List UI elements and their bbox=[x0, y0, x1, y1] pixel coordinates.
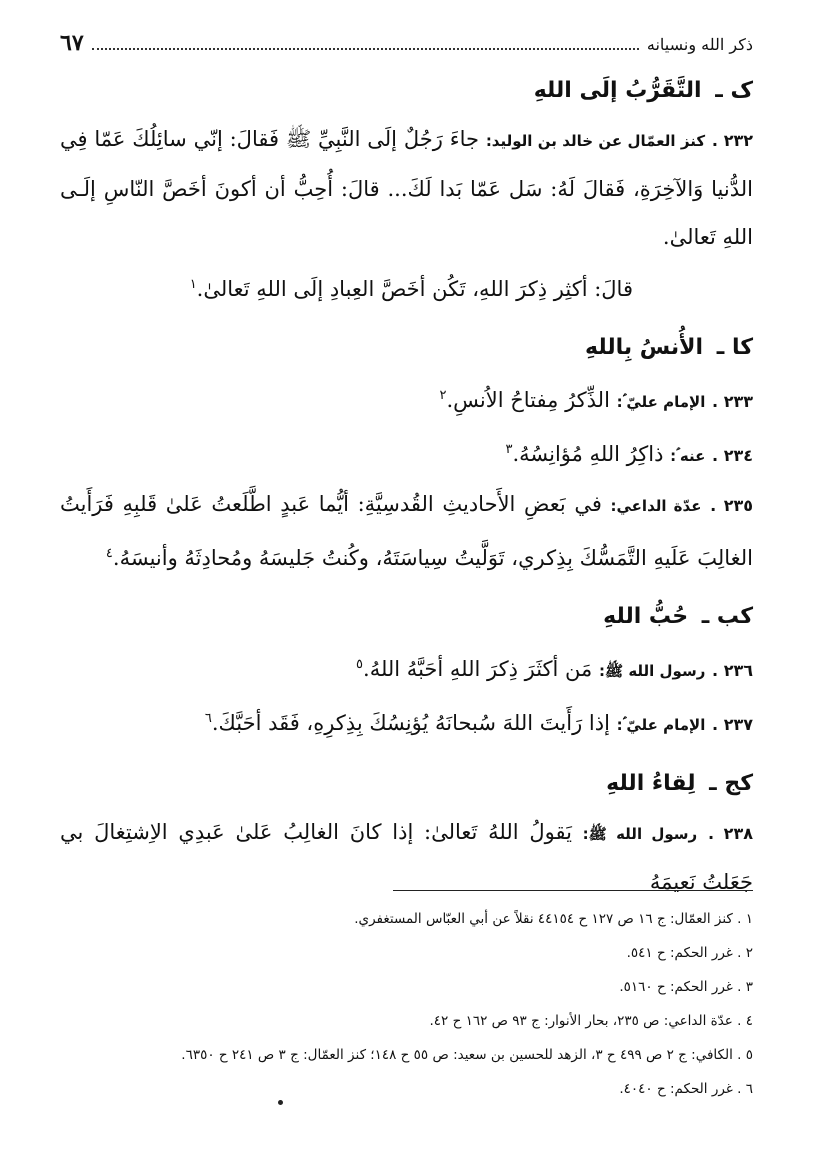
footnote-ref: ١ bbox=[189, 277, 197, 292]
page-body bbox=[60, 78, 753, 906]
hadith-number: ٢٣٢ . bbox=[711, 131, 753, 150]
hadith-entry bbox=[60, 641, 753, 695]
hadith-number: ٢٣٣ . bbox=[712, 392, 753, 411]
footnotes bbox=[60, 908, 753, 1112]
section-letters: ک ـ bbox=[715, 78, 753, 103]
footnote: ٢ . غرر الحكم: ح ٥٤١. bbox=[626, 945, 753, 961]
footnote: ٤ . عدّة الداعي: ص ٢٣٥، بحار الأنوار: ج ٩٣ ص ١٦٢ ح ٤٢. bbox=[429, 1013, 753, 1029]
hadith-text: إذا رَأَيتَ اللهَ سُبحانَهُ يُؤنِسُكَ بِذِكرِهِ، فَقَد أحَبَّكَ. bbox=[211, 711, 610, 735]
running-title: ذكر الله ونسيانه bbox=[646, 35, 753, 54]
footnote: ٣ . غرر الحكم: ح ٥١٦٠. bbox=[619, 979, 753, 995]
section-title: لِقاءُ اللهِ bbox=[606, 771, 696, 796]
hadith-entry bbox=[60, 480, 753, 582]
hadith-source: عدّة الداعي: bbox=[610, 497, 702, 515]
hadith-text: مَن أكثَرَ ذِكرَ اللهِ أحَبَّهُ اللهُ. bbox=[363, 657, 593, 681]
section-heading bbox=[60, 604, 753, 629]
section-heading bbox=[60, 771, 753, 796]
hadith-source: رسول الله ﷺ: bbox=[582, 825, 698, 843]
footnote: ٦ . غرر الحكم: ح ٤٠٤٠. bbox=[619, 1081, 753, 1097]
section-letters: كج ـ bbox=[709, 771, 753, 796]
hadith-source: عنه ؑ: bbox=[670, 447, 706, 465]
hadith-number: ٢٣٨ . bbox=[707, 824, 753, 843]
section-heading bbox=[60, 335, 753, 360]
section-letters: كا ـ bbox=[716, 335, 753, 360]
hadith-number: ٢٣٦ . bbox=[712, 661, 753, 680]
page-number: ٦٧ bbox=[60, 30, 84, 56]
footnote-ref: ٢ bbox=[439, 388, 447, 403]
footnote-ref: ٥ bbox=[356, 657, 364, 672]
hadith-number: ٢٣٤ . bbox=[712, 446, 753, 465]
hadith-text: ذاكِرُ اللهِ مُؤانِسُهُ. bbox=[512, 442, 664, 466]
hadith-text: الذِّكرُ مِفتاحُ الاُنسِ. bbox=[446, 388, 610, 412]
print-dot bbox=[278, 1100, 283, 1105]
section-title: الأُنسُ بِاللهِ bbox=[585, 335, 704, 360]
hadith-text: قالَ: أكثِر ذِكرَ اللهِ، تَكُن أخَصَّ العِبادِ إلَى اللهِ تَعالىٰ. bbox=[196, 277, 633, 301]
section-heading bbox=[60, 78, 753, 103]
hadith-entry bbox=[60, 372, 753, 426]
header-dot-leader bbox=[92, 34, 639, 50]
footnote-ref: ٤ bbox=[105, 546, 113, 561]
footnote-ref: ٣ bbox=[505, 442, 513, 457]
hadith-entry bbox=[60, 808, 753, 906]
hadith-source: رسول الله ﷺ: bbox=[598, 662, 706, 680]
section-title: التَّقَرُّبُ إلَى اللهِ bbox=[533, 78, 702, 103]
footnote-separator bbox=[393, 890, 753, 891]
hadith-text: يَقولُ اللهُ تَعالىٰ: إذا كانَ الغالِبُ عَلىٰ عَبدِي الاِشتِغالَ بي جَعَلتُ نَعيمَهُ bbox=[60, 820, 753, 894]
page-header bbox=[60, 30, 753, 60]
hadith-source: كنز العمّال عن خالد بن الوليد: bbox=[485, 132, 706, 150]
hadith-number: ٢٣٧ . bbox=[712, 715, 753, 734]
footnote-ref: ٦ bbox=[204, 711, 212, 726]
footnote: ١ . كنز العمّال: ج ١٦ ص ١٢٧ ح ٤٤١٥٤ نقلاً عن أبي العبّاس المستغفري. bbox=[354, 911, 753, 927]
hadith-source: الإمام عليّ ؑ: bbox=[616, 393, 706, 411]
section-title: حُبُّ اللهِ bbox=[603, 604, 689, 629]
hadith-entry bbox=[60, 695, 753, 749]
hadith-entry bbox=[60, 115, 753, 261]
hadith-text: في بَعضِ الأَحاديثِ القُدسِيَّةِ: أيُّما عَبدٍ اطَّلَعتُ عَلىٰ قَلبِهِ فَرَأَيتُ الغالِبَ عَلَيهِ التَّمَسُّكَ بِذِكري، تَوَلَّيتُ سِياسَتَهُ، وكُنتُ جَليسَهُ ومُحادِثَهُ وأنيسَهُ. bbox=[60, 492, 753, 570]
hadith-text: جاءَ رَجُلٌ إلَى النَّبِيِّ ﷺ فَقالَ: إنّي سائِلُكَ عَمّا فِي الدُّنيا وَالآخِرَةِ، فَقالَ لَهُ: سَل عَمّا بَدا لَكَ... قالَ: أُحِبُّ أن أكونَ أخَصَّ النّاسِ إلَـى اللهِ تَعالىٰ. bbox=[60, 127, 753, 249]
section-letters: كب ـ bbox=[701, 604, 753, 629]
hadith-entry bbox=[60, 426, 753, 480]
hadith-continuation bbox=[60, 261, 753, 313]
footnote: ٥ . الكافي: ج ٢ ص ٤٩٩ ح ٣، الزهد للحسين بن سعيد: ص ٥٥ ح ١٤٨؛ كنز العمّال: ج ٣ ص ٢٤١ ح ٦٣٥٠. bbox=[181, 1047, 753, 1063]
hadith-number: ٢٣٥ . bbox=[710, 496, 753, 515]
hadith-source: الإمام عليّ ؑ: bbox=[616, 716, 706, 734]
